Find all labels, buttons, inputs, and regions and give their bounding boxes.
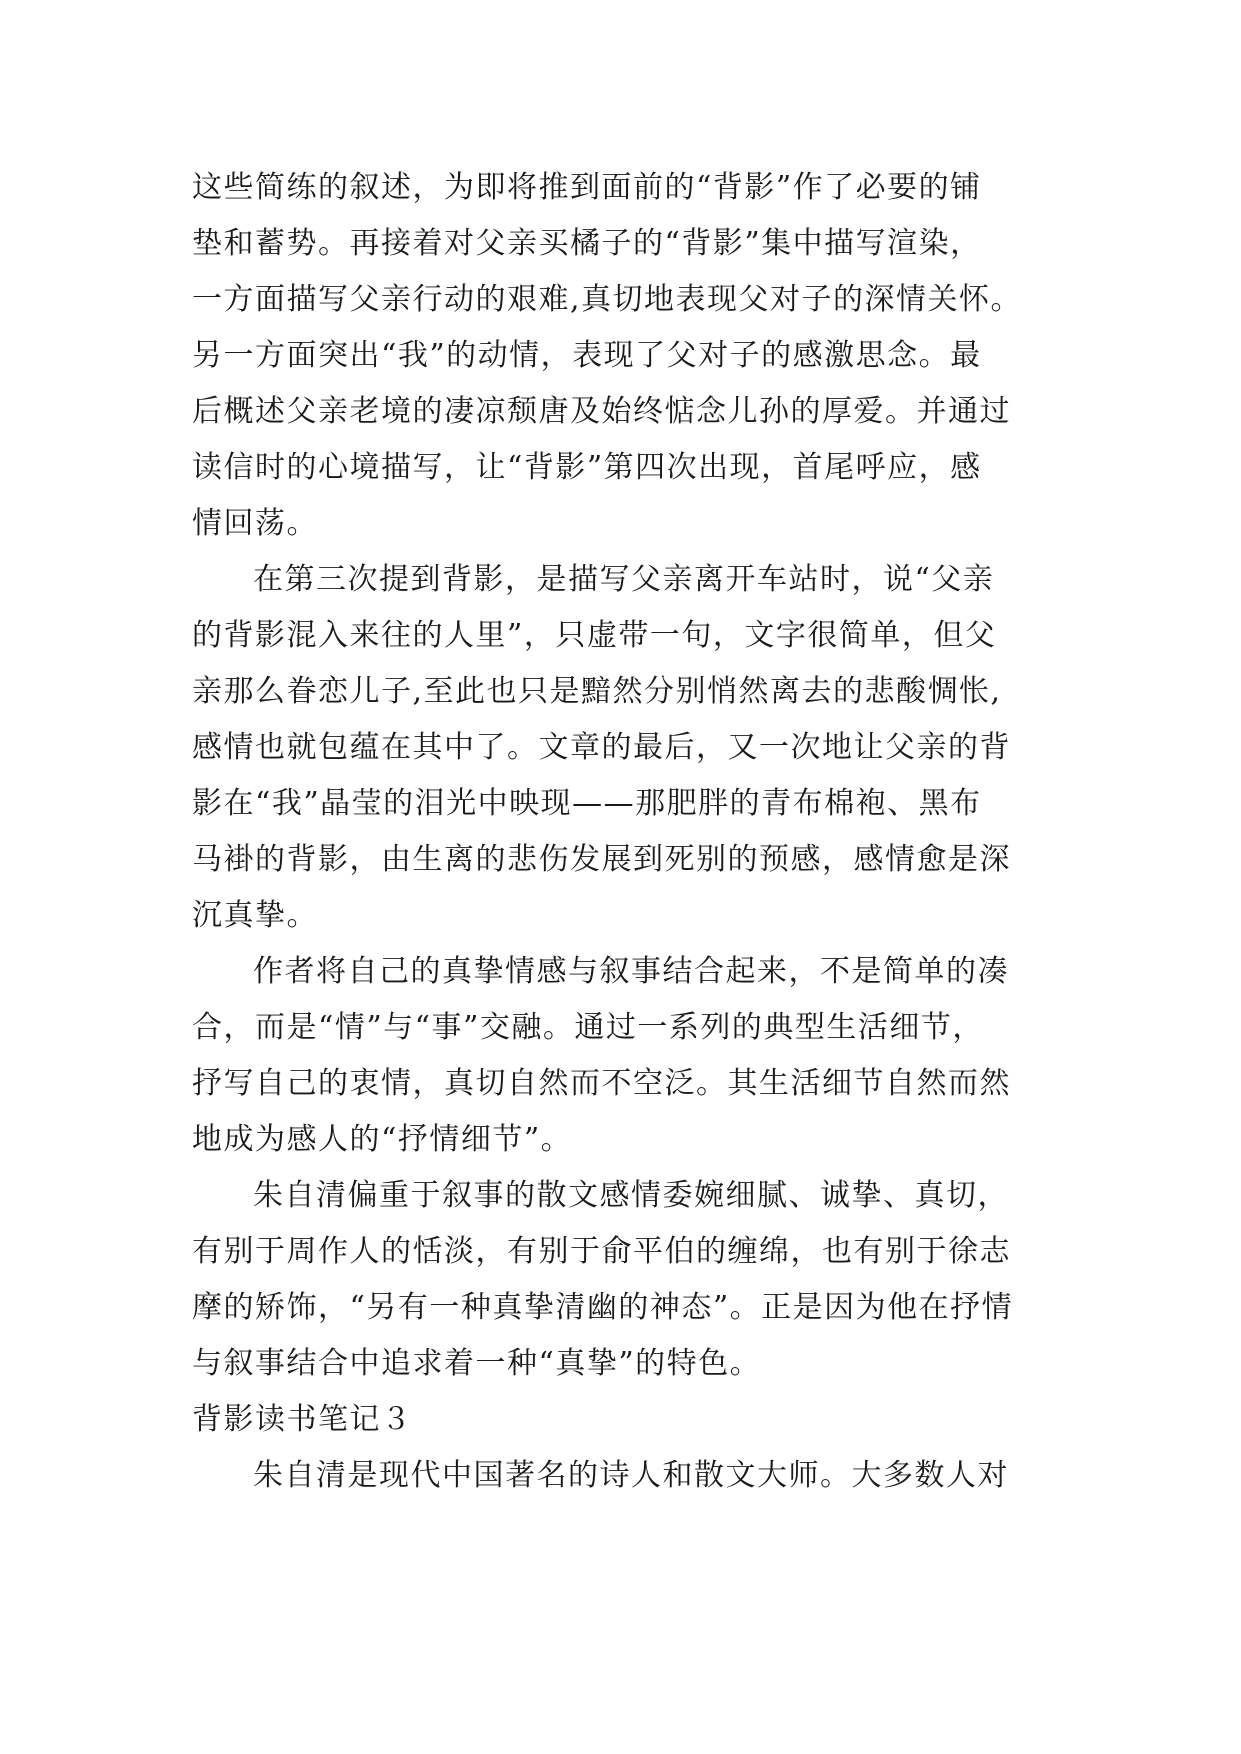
text-line: 摩的矫饰，“另有一种真挚清幽的神态”。正是因为他在抒情	[192, 1290, 1014, 1325]
text-line: 的背影混入来往的人里”，只虚带一句，文字很简单，但父	[192, 618, 997, 653]
text-line: 沉真挚。	[192, 898, 318, 933]
text-line: 一方面描写父亲行动的艰难,真切地表现父对子的深情关怀。	[192, 282, 1023, 317]
text-line: 感情也就包蕴在其中了。文章的最后，又一次地让父亲的背	[192, 730, 1011, 765]
text-line: 合，而是“情”与“事”交融。通过一系列的典型生活细节，	[192, 1010, 984, 1045]
text-line: 这些简练的叙述，为即将推到面前的“背影”作了必要的铺	[192, 170, 982, 205]
section-heading: 背影读书笔记３	[192, 1402, 413, 1437]
text-line: 另一方面突出“我”的动情，表现了父对子的感激思念。最	[192, 338, 982, 373]
paragraph-first-line: 作者将自己的真挚情感与叙事结合起来，不是简单的凑	[253, 954, 1009, 989]
paragraph-first-line: 朱自清偏重于叙事的散文感情委婉细腻、诚挚、真切，	[253, 1178, 1009, 1213]
text-line: 亲那么眷恋儿子,至此也只是黯然分别悄然离去的悲酸惆怅,	[192, 674, 1002, 709]
text-line: 地成为感人的“抒情细节”。	[192, 1122, 573, 1157]
text-line: 抒写自己的衷情，真切自然而不空泛。其生活细节自然而然	[192, 1066, 1011, 1101]
text-line: 马褂的背影，由生离的悲伤发展到死别的预感，感情愈是深	[192, 842, 1011, 877]
text-line: 情回荡。	[192, 506, 318, 541]
text-line: 有别于周作人的恬淡，有别于俞平伯的缠绵，也有别于徐志	[192, 1234, 1011, 1269]
text-line: 后概述父亲老境的凄凉颓唐及始终惦念儿孙的厚爱。并通过	[192, 394, 1011, 429]
text-line: 垫和蓄势。再接着对父亲买橘子的“背影”集中描写渲染，	[192, 226, 982, 261]
text-line: 与叙事结合中追求着一种“真挚”的特色。	[192, 1346, 762, 1381]
paragraph-first-line: 在第三次提到背影，是描写父亲离开车站时，说“父亲	[253, 562, 995, 597]
text-line: 影在“我”晶莹的泪光中映现——那肥胖的青布棉袍、黑布	[192, 786, 982, 821]
text-line: 读信时的心境描写，让“背影”第四次出现，首尾呼应，感	[192, 450, 982, 485]
paragraph-first-line: 朱自清是现代中国著名的诗人和散文大师。大多数人对	[253, 1458, 1009, 1493]
